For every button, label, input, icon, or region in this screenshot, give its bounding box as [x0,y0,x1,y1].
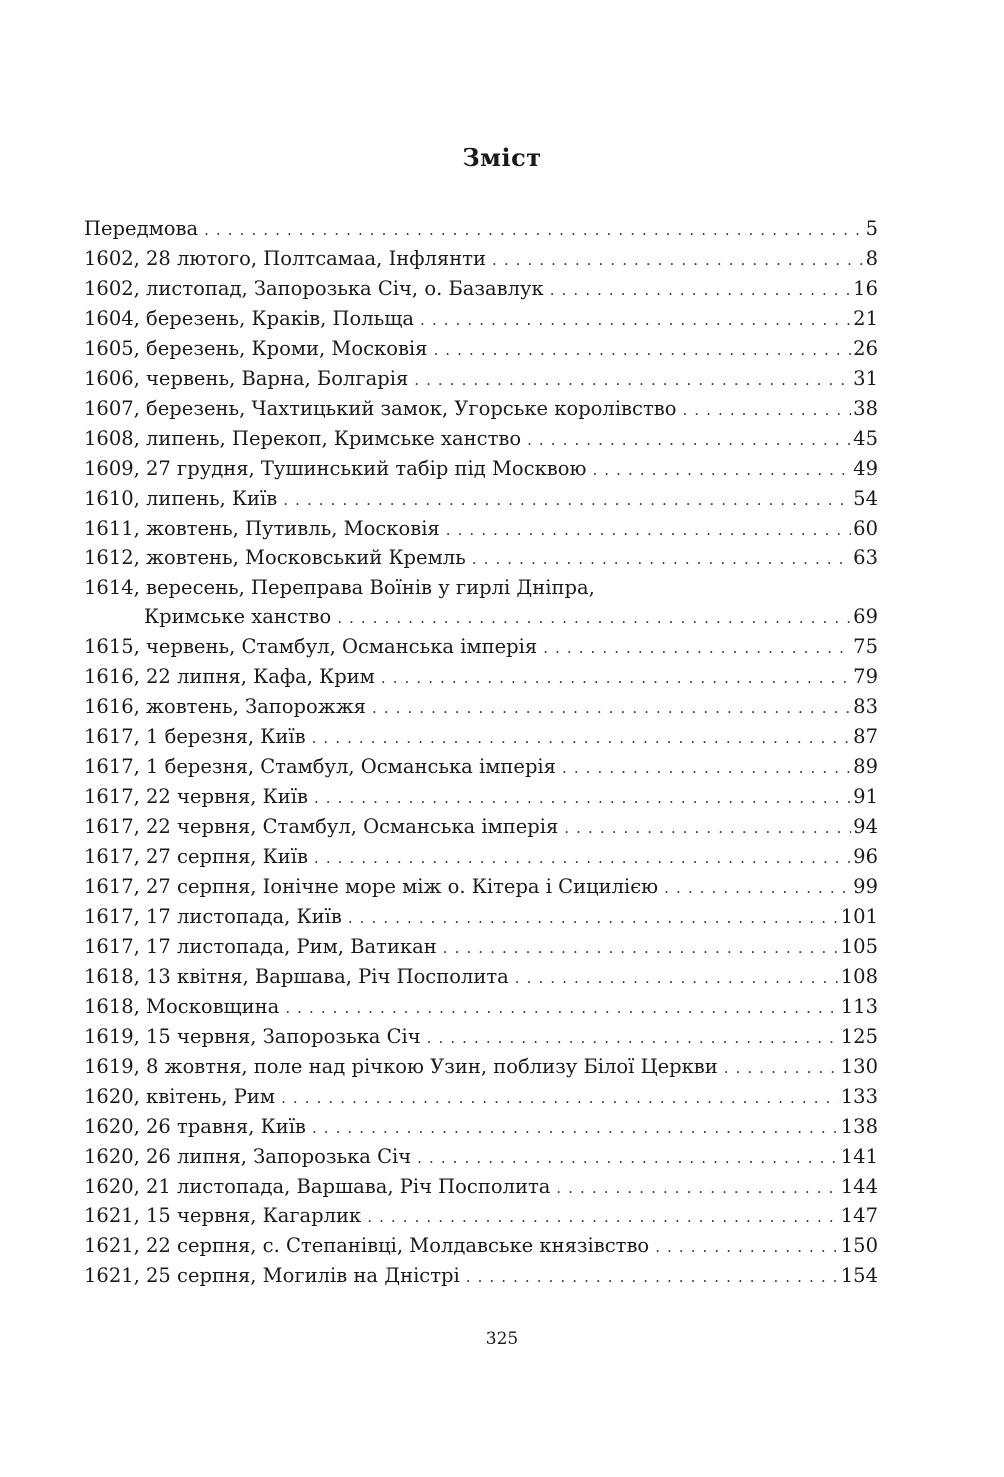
leader-dots [592,456,851,485]
toc-entry-title: 1617, 27 серпня, Київ [84,845,308,869]
toc-entry-page: 83 [853,695,878,719]
toc-entry[interactable] [84,633,878,663]
toc-entry-page: 75 [853,635,878,659]
toc-entry[interactable] [84,305,878,335]
toc-entry-page: 138 [840,1114,878,1138]
toc-entry-page: 101 [840,904,878,928]
toc-entry-title: 1616, жовтень, Запорожжя [84,695,366,719]
toc-entry-page: 31 [853,366,878,390]
toc-entry[interactable] [84,515,878,545]
toc-entry-page: 99 [853,874,878,898]
toc-entry[interactable] [84,455,878,485]
leader-dots [312,1114,839,1143]
leader-dots [283,486,851,515]
toc-entry-page: 141 [840,1144,878,1168]
table-of-contents [84,215,878,1292]
toc-entry-page: 154 [840,1264,878,1288]
leader-dots [556,1174,838,1203]
leader-dots [655,1233,839,1262]
toc-entry[interactable] [84,903,878,933]
page-title: Зміст [462,143,542,173]
toc-entry[interactable] [84,574,878,633]
toc-entry[interactable] [84,933,878,963]
leader-dots [550,276,851,305]
toc-entry[interactable] [84,215,878,245]
toc-entry-title: Передмова [84,217,199,240]
toc-entry-page: 105 [840,934,878,958]
leader-dots [312,724,852,753]
toc-entry-title: 1612, жовтень, Московський Кремль [84,546,466,570]
leader-dots [562,754,851,783]
toc-entry-page: 94 [853,815,878,839]
leader-dots [664,874,851,903]
toc-entry[interactable] [84,365,878,395]
toc-entry[interactable] [84,245,878,275]
toc-entry-title: 1618, Московщина [84,994,280,1018]
leader-dots [381,664,851,693]
toc-entry-title: 1607, березень, Чахтицький замок, Угорське королівство [84,396,677,420]
toc-entry-page: 130 [840,1054,878,1078]
toc-entry-page: 8 [865,246,878,270]
toc-entry-title: 1605, березень, Кроми, Московія [84,336,428,360]
toc-entry-page: 147 [840,1204,878,1228]
leader-dots [564,814,851,843]
toc-entry-title: 1617, 22 червня, Стамбул, Османська імперія [84,815,559,839]
toc-entry-title: 1621, 22 серпня, с. Степанівці, Молдавське князівство [84,1234,650,1258]
toc-entry[interactable] [84,963,878,993]
toc-entry-title: 1610, липень, Київ [84,486,278,510]
leader-dots [543,634,851,663]
toc-entry-page: 144 [840,1174,878,1198]
leader-dots [281,1084,839,1113]
leader-dots [446,516,851,545]
toc-entry-page: 89 [853,755,878,779]
toc-entry[interactable] [84,1232,878,1262]
toc-entry[interactable] [84,663,878,693]
toc-entry-continuation [84,603,878,633]
toc-entry-page: 125 [840,1024,878,1048]
toc-entry-title: 1618, 13 квітня, Варшава, Річ Посполита [84,964,509,988]
toc-entry-page: 21 [853,306,878,330]
leader-dots [414,366,851,395]
toc-entry-title: 1621, 25 серпня, Могилів на Дністрі [84,1264,460,1288]
toc-entry-title: 1620, 26 травня, Київ [84,1114,306,1138]
toc-entry-title: 1614, вересень, Переправа Воїнів у гирлі Дніпра, [84,576,595,600]
toc-entry-page: 54 [853,486,878,510]
toc-entry-page: 79 [853,665,878,689]
toc-entry-page: 49 [853,456,878,480]
leader-dots [472,545,851,574]
toc-entry-title: 1617, 17 листопада, Рим, Ватикан [84,934,437,958]
toc-entry-title: 1620, 26 липня, Запорозька Січ [84,1144,412,1168]
toc-entry-title: 1606, червень, Варна, Болгарія [84,366,409,390]
toc-entry[interactable] [84,544,878,574]
toc-entry-title: 1617, 1 березня, Стамбул, Османська імперія [84,755,556,779]
leader-dots [427,1024,839,1053]
toc-entry-title-continued: Кримське ханство [144,605,332,629]
toc-entry-title: 1617, 22 червня, Київ [84,785,308,809]
leader-dots [337,604,851,633]
leader-dots [492,246,864,275]
toc-entry-title: 1604, березень, Краків, Польща [84,306,415,330]
toc-entry-title: 1602, 28 лютого, Полтсамаа, Інфлянти [84,246,486,270]
page-number: 325 [485,1329,519,1349]
toc-entry[interactable] [84,993,878,1023]
toc-entry[interactable] [84,873,878,903]
toc-entry-title: 1621, 15 червня, Кагарлик [84,1204,362,1228]
toc-entry[interactable] [84,1083,878,1113]
toc-entry-title: 1602, листопад, Запорозька Січ, о. Базавлук [84,276,544,300]
toc-entry-page: 91 [853,785,878,809]
toc-entry-title: 1609, 27 грудня, Тушинський табір під Москвою [84,456,587,480]
leader-dots [443,934,839,963]
toc-entry-page: 87 [853,725,878,749]
leader-dots [682,396,851,425]
leader-dots [527,426,851,455]
leader-dots [372,694,851,723]
leader-dots [417,1144,839,1173]
toc-entry-title: 1608, липень, Перекоп, Кримське ханство [84,426,522,450]
toc-entry-page: 60 [853,516,878,540]
toc-entry-page: 96 [853,845,878,869]
toc-entry-title: 1620, квітень, Рим [84,1084,276,1108]
leader-dots [515,964,839,993]
leader-dots [367,1203,839,1232]
toc-entry[interactable] [84,335,878,365]
toc-entry-page: 150 [840,1234,878,1258]
toc-entry-page: 113 [840,994,878,1018]
toc-entry-page: 38 [853,396,878,420]
toc-entry[interactable] [84,753,878,783]
toc-entry[interactable] [84,395,878,425]
toc-entry[interactable] [84,723,878,753]
toc-entry[interactable] [84,783,878,813]
toc-entry[interactable] [84,693,878,723]
leader-dots [348,904,839,933]
leader-dots [724,1054,839,1083]
toc-entry-page: 26 [853,336,878,360]
leader-dots [433,336,851,365]
toc-entry-title: 1616, 22 липня, Кафа, Крим [84,665,375,689]
leader-dots [204,216,863,245]
toc-entry-page: 69 [853,605,878,629]
toc-entry-page: 16 [853,276,878,300]
leader-dots [285,994,838,1023]
leader-dots [466,1263,839,1292]
toc-entry[interactable] [84,1262,878,1292]
toc-entry-title: 1619, 15 червня, Запорозька Січ [84,1024,421,1048]
toc-entry[interactable] [84,1053,878,1083]
toc-entry-page: 133 [840,1084,878,1108]
toc-entry[interactable] [84,843,878,873]
toc-entry-page: 108 [840,964,878,988]
toc-entry[interactable] [84,425,878,455]
toc-entry-title: 1617, 17 листопада, Київ [84,904,342,928]
leader-dots [420,306,851,335]
leader-dots [314,844,851,873]
toc-entry-title: 1615, червень, Стамбул, Османська імперія [84,635,538,659]
toc-entry[interactable] [84,1023,878,1053]
leader-dots [314,784,851,813]
toc-entry[interactable] [84,1202,878,1232]
toc-entry-title: 1620, 21 листопада, Варшава, Річ Посполита [84,1174,551,1198]
toc-entry[interactable] [84,1173,878,1203]
toc-entry-page: 5 [865,217,878,240]
toc-entry-title: 1617, 27 серпня, Іонічне море між о. Кітера і Сицилією [84,874,659,898]
toc-entry-title: 1611, жовтень, Путивль, Московія [84,516,440,540]
toc-entry[interactable] [84,1143,878,1173]
toc-entry-page: 45 [853,426,878,450]
toc-entry[interactable] [84,485,878,515]
toc-entry-title: 1617, 1 березня, Київ [84,725,306,749]
toc-entry[interactable] [84,813,878,843]
toc-entry[interactable] [84,1113,878,1143]
toc-entry-title: 1619, 8 жовтня, поле над річкою Узин, поблизу Білої Церкви [84,1054,718,1078]
toc-entry[interactable] [84,275,878,305]
toc-entry-page: 63 [853,546,878,570]
